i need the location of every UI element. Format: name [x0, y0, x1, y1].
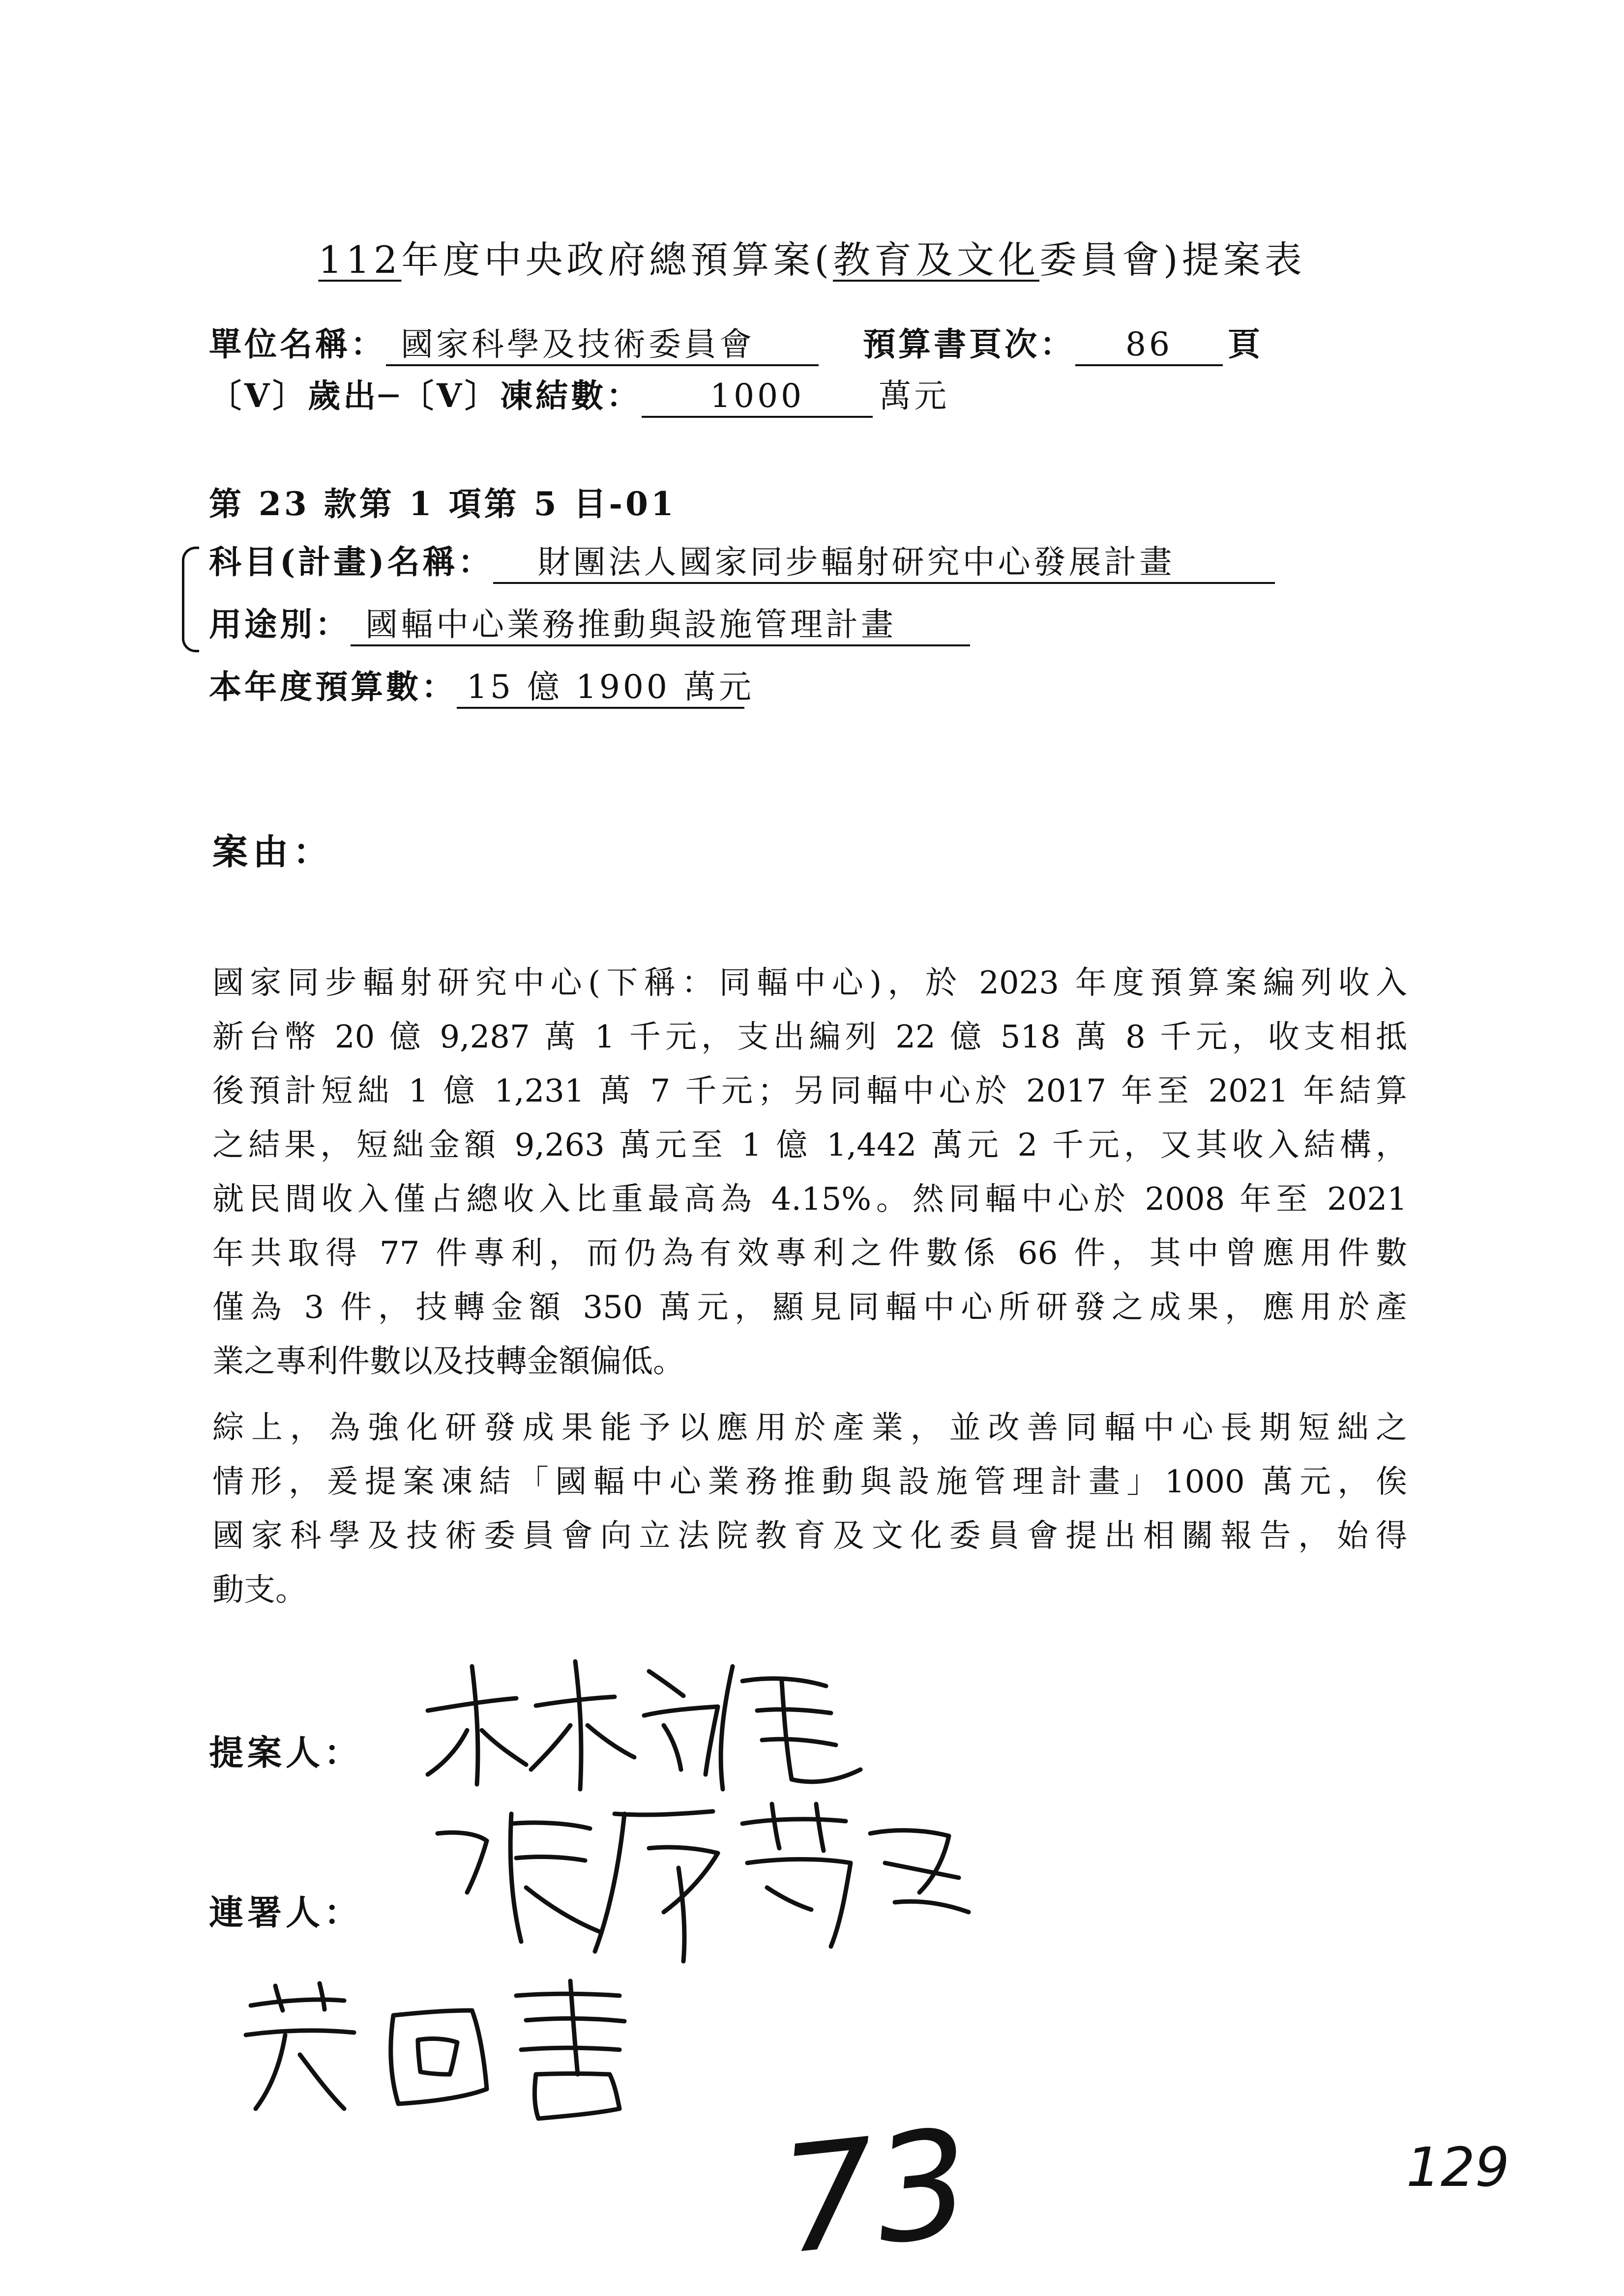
paragraph-line: 國家同步輻射研究中心(下稱：同輻中心)，於 2023 年度預算案編列收入 — [212, 965, 1407, 1001]
paragraph-line: 動支。 — [212, 1572, 307, 1608]
purpose-row — [209, 602, 970, 647]
reason-paragraph-1 — [212, 956, 1407, 1389]
paragraph-line: 之結果，短絀金額 9,263 萬元至 1 億 1,442 萬元 2 千元，又其收入結構， — [212, 1127, 1407, 1163]
unit-row — [209, 322, 1263, 367]
subject-row — [209, 540, 1275, 584]
paragraph-line: 國家科學及技術委員會向立法院教育及文化委員會提出相關報告，始得 — [212, 1518, 1407, 1554]
freeze-value: 1000 — [642, 377, 873, 418]
subject-label: 科目(計畫)名稱： — [209, 543, 494, 581]
freeze-unit: 萬元 — [879, 377, 950, 415]
freeze-row — [209, 374, 949, 418]
budget-label: 本年度預算數： — [209, 668, 457, 706]
paragraph-line: 僅為 3 件，技轉金額 350 萬元，顯見同輻中心所研發之成果，應用於產 — [212, 1289, 1407, 1326]
title-year: 112 — [318, 238, 402, 282]
unit-label: 單位名稱： — [209, 325, 386, 363]
title-committee: 教育及文化 — [833, 238, 1040, 282]
subject-value: 財團法人國家同步輻射研究中心發展計畫 — [493, 543, 1275, 584]
budget-row — [209, 665, 754, 709]
budget-value: 15 億 1900 萬元 — [457, 668, 744, 709]
document-title — [0, 230, 1624, 284]
page-value: 86 — [1075, 325, 1223, 366]
paragraph-line: 綜上，為強化研發成果能予以應用於產業，並改善同輻中心長期短絀之 — [212, 1410, 1407, 1446]
purpose-label: 用途別： — [209, 605, 351, 643]
cosigner-label: 連署人： — [209, 1892, 362, 1933]
paragraph-line: 後預計短絀 1 億 1,231 萬 7 千元；另同輻中心於 2017 年至 2021 年結算 — [212, 1073, 1407, 1109]
unit-value: 國家科學及技術委員會 — [386, 325, 819, 366]
paragraph-line: 業之專利件數以及技轉金額偏低。 — [212, 1343, 684, 1380]
reason-paragraph-2 — [212, 1401, 1407, 1617]
page-unit: 頁 — [1228, 325, 1263, 363]
page-number: 129 — [1406, 2136, 1509, 2199]
title-text-2: 委員會)提案表 — [1039, 238, 1306, 282]
paragraph-line: 年共取得 77 件專利，而仍為有效專利之件數係 66 件，其中曾應用件數 — [212, 1235, 1407, 1272]
cosigner-signature-1 — [428, 1794, 993, 1971]
page-label: 預算書頁次： — [863, 325, 1075, 363]
cosigner-signature-2 — [231, 1976, 674, 2123]
paragraph-line: 情形，爰提案凍結「國輻中心業務推動與設施管理計畫」1000 萬元，俟 — [212, 1464, 1407, 1500]
title-text-1: 年度中央政府總預算案( — [401, 238, 833, 282]
proposer-label: 提案人： — [209, 1732, 362, 1773]
freeze-label: 〔V〕歲出─〔V〕凍結數： — [209, 377, 642, 415]
account-line: 第 23 款第 1 項第 5 目-01 — [209, 485, 677, 523]
paragraph-line: 就民間收入僅占總收入比重最高為 4.15%。然同輻中心於 2008 年至 2021 — [212, 1181, 1407, 1218]
purpose-value: 國輻中心業務推動與設施管理計畫 — [351, 605, 970, 646]
proposal-number: 73 — [773, 2097, 978, 2287]
bracket-mark — [182, 547, 199, 652]
paragraph-line: 新台幣 20 億 9,287 萬 1 千元，支出編列 22 億 518 萬 8 千元，收支相抵 — [212, 1019, 1407, 1055]
reason-heading: 案由： — [212, 831, 334, 872]
proposer-signature — [418, 1652, 890, 1799]
